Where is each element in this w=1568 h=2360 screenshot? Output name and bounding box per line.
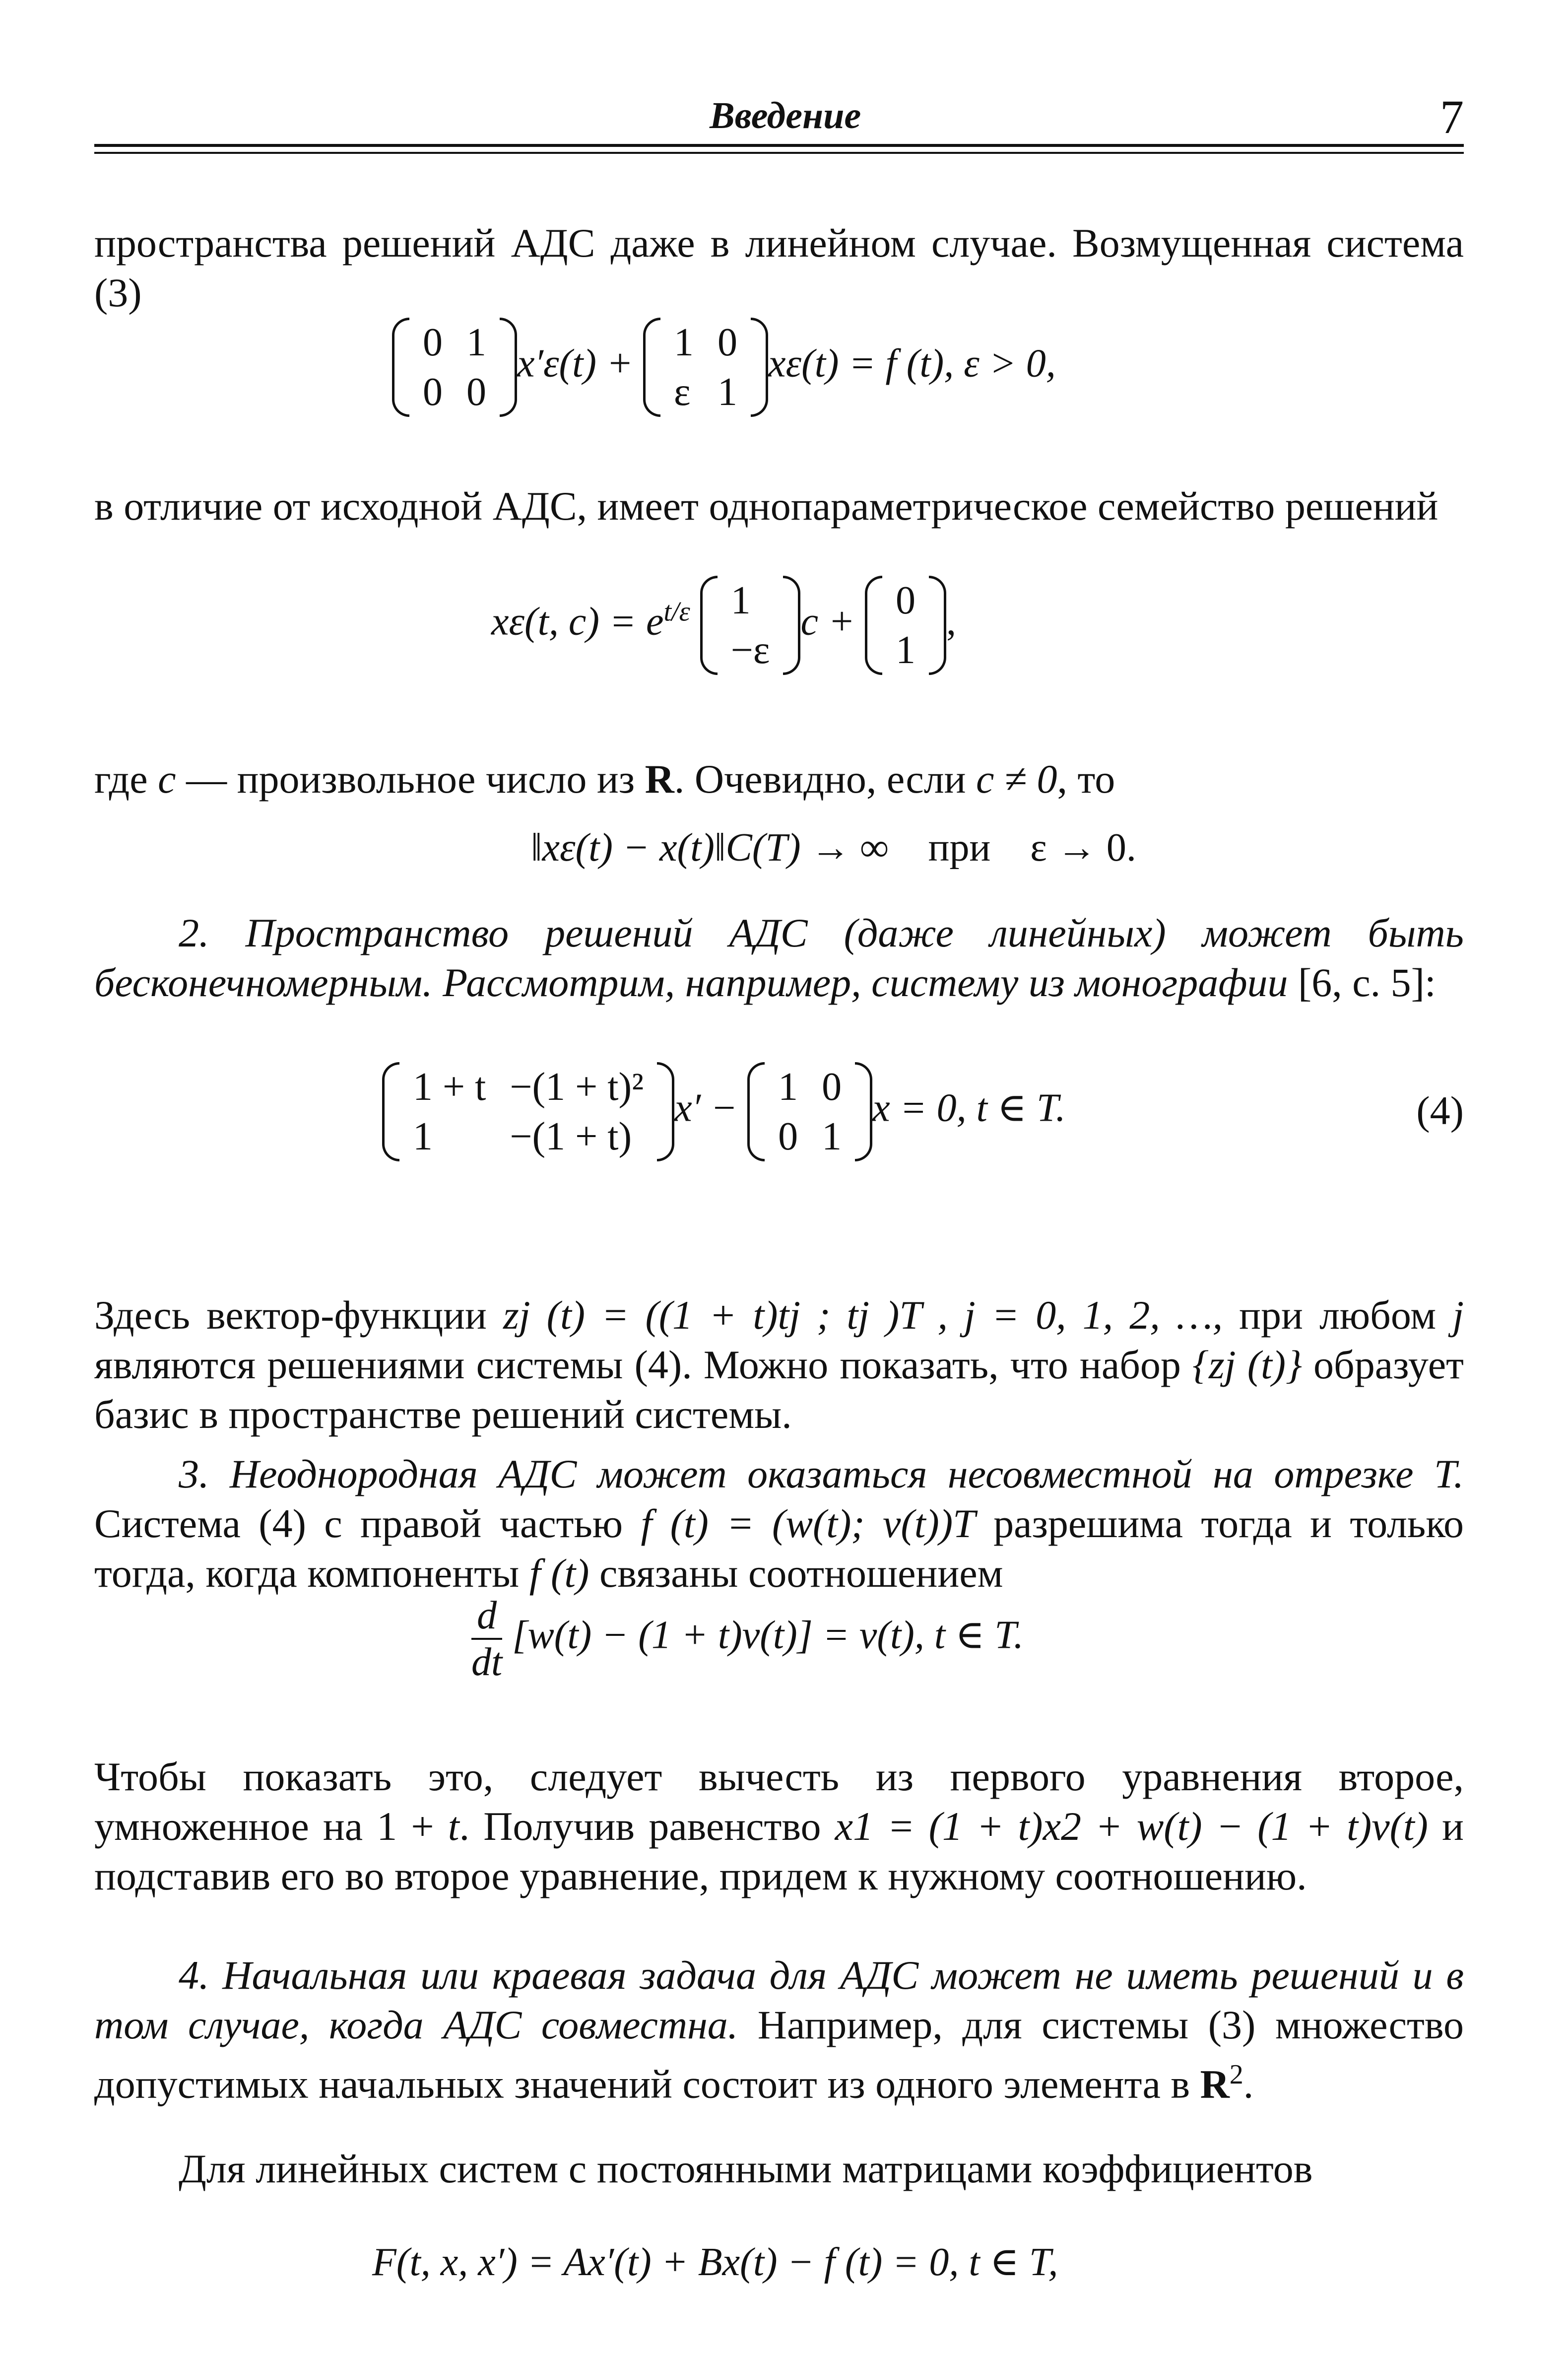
paragraph-1: пространства решений АДС даже в линейном случае. Возмущенная система (3)	[94, 220, 1464, 315]
paragraph-9: Для линейных систем с постоянными матрицами коэффициентов	[179, 2146, 1313, 2191]
paragraph-8: 4. Начальная или краевая задача для АДС может не иметь решений и в том случае, когда АДС совместна. Например, для системы (3) множество допустимых начальных значений состоит из одного элемента в $R^2$.	[94, 1953, 1464, 2107]
paragraph-5: Здесь вектор-функции zj (t) = ((1 + t)tj ; tj )T , j = 0, 1, 2, …, при любом j являются решениями системы (4). Можно показать, что набор {zj (t)} образует базис в пространстве решений системы.	[94, 1292, 1464, 1437]
general-linear-system: F(t, x, x′) = Ax′(t) + Bx(t) − f (t) = 0, t ∈ T,	[372, 2240, 1058, 2284]
chapter-title: Введение	[710, 95, 861, 136]
paragraph-6: 3. Неоднородная АДС может оказаться несовместной на отрезке T. Система (4) с правой частью f (t) = (w(t); v(t))T разрешима тогда и только тогда, когда компоненты f (t) связаны соотношением	[94, 1451, 1464, 1596]
solution-formula: xε(t, $c) = e^{t/\varepsilon}$ 1 −ε c + 0 1 ,	[94, 576, 1464, 675]
running-header	[94, 74, 1464, 154]
paragraph-4: 2. Пространство решений АДС (даже линейных) может быть бесконечномерным. Рассмотрим, например, систему из монографии [6, с. 5]:	[94, 910, 1464, 1005]
derivative-relation: $\frac{d}{dt}$ [w(t) − (1 + t)v(t)] = v(t), t ∈ T.	[471, 1594, 1024, 1684]
vector-2: 0 1	[865, 576, 946, 675]
x-prime-term: x′ε(t) +	[517, 341, 634, 386]
matrix-A: 0 1 0 0	[392, 318, 517, 417]
identity-matrix: 1 0 0 1	[747, 1062, 872, 1161]
paragraph-7: Чтобы показать это, следует вычесть из первого уравнения второе, умноженное на 1 + t. Получив равенство x1 = (1 + t)x2 + w(t) − (1 + t)v(t) и подставив его во второе уравнение, придем к нужному соотношению.	[94, 1754, 1464, 1898]
equation-3	[94, 318, 1464, 417]
equation-number-4: (4)	[1416, 1088, 1464, 1133]
equation-4: 1 + t −(1 + t)² 1 −(1 + t) x′ − 1 0 0 1 x = 0, t ∈ T. (4)	[94, 1062, 1464, 1161]
book-page	[94, 74, 1464, 2308]
paragraph-3: где c — произвольное число из R. Очевидно, если c ≠ 0, то	[94, 756, 1115, 802]
matrix-C: 1 + t −(1 + t)² 1 −(1 + t)	[382, 1062, 674, 1161]
matrix-B: 1 0 ε 1	[643, 318, 768, 417]
equation-3-rhs: xε(t) = f (t), ε > 0,	[768, 341, 1056, 386]
vector-1: 1 −ε	[700, 576, 801, 675]
page-number: 7	[1440, 90, 1464, 143]
paragraph-2: в отличие от исходной АДС, имеет однопараметрическое семейство решений	[94, 483, 1438, 529]
header-rule-thick	[94, 144, 1464, 147]
header-rule-thin	[94, 152, 1464, 154]
norm-limit: ‖xε(t) − x(t)‖C(T) → ∞ при ε → 0.	[531, 826, 1136, 870]
